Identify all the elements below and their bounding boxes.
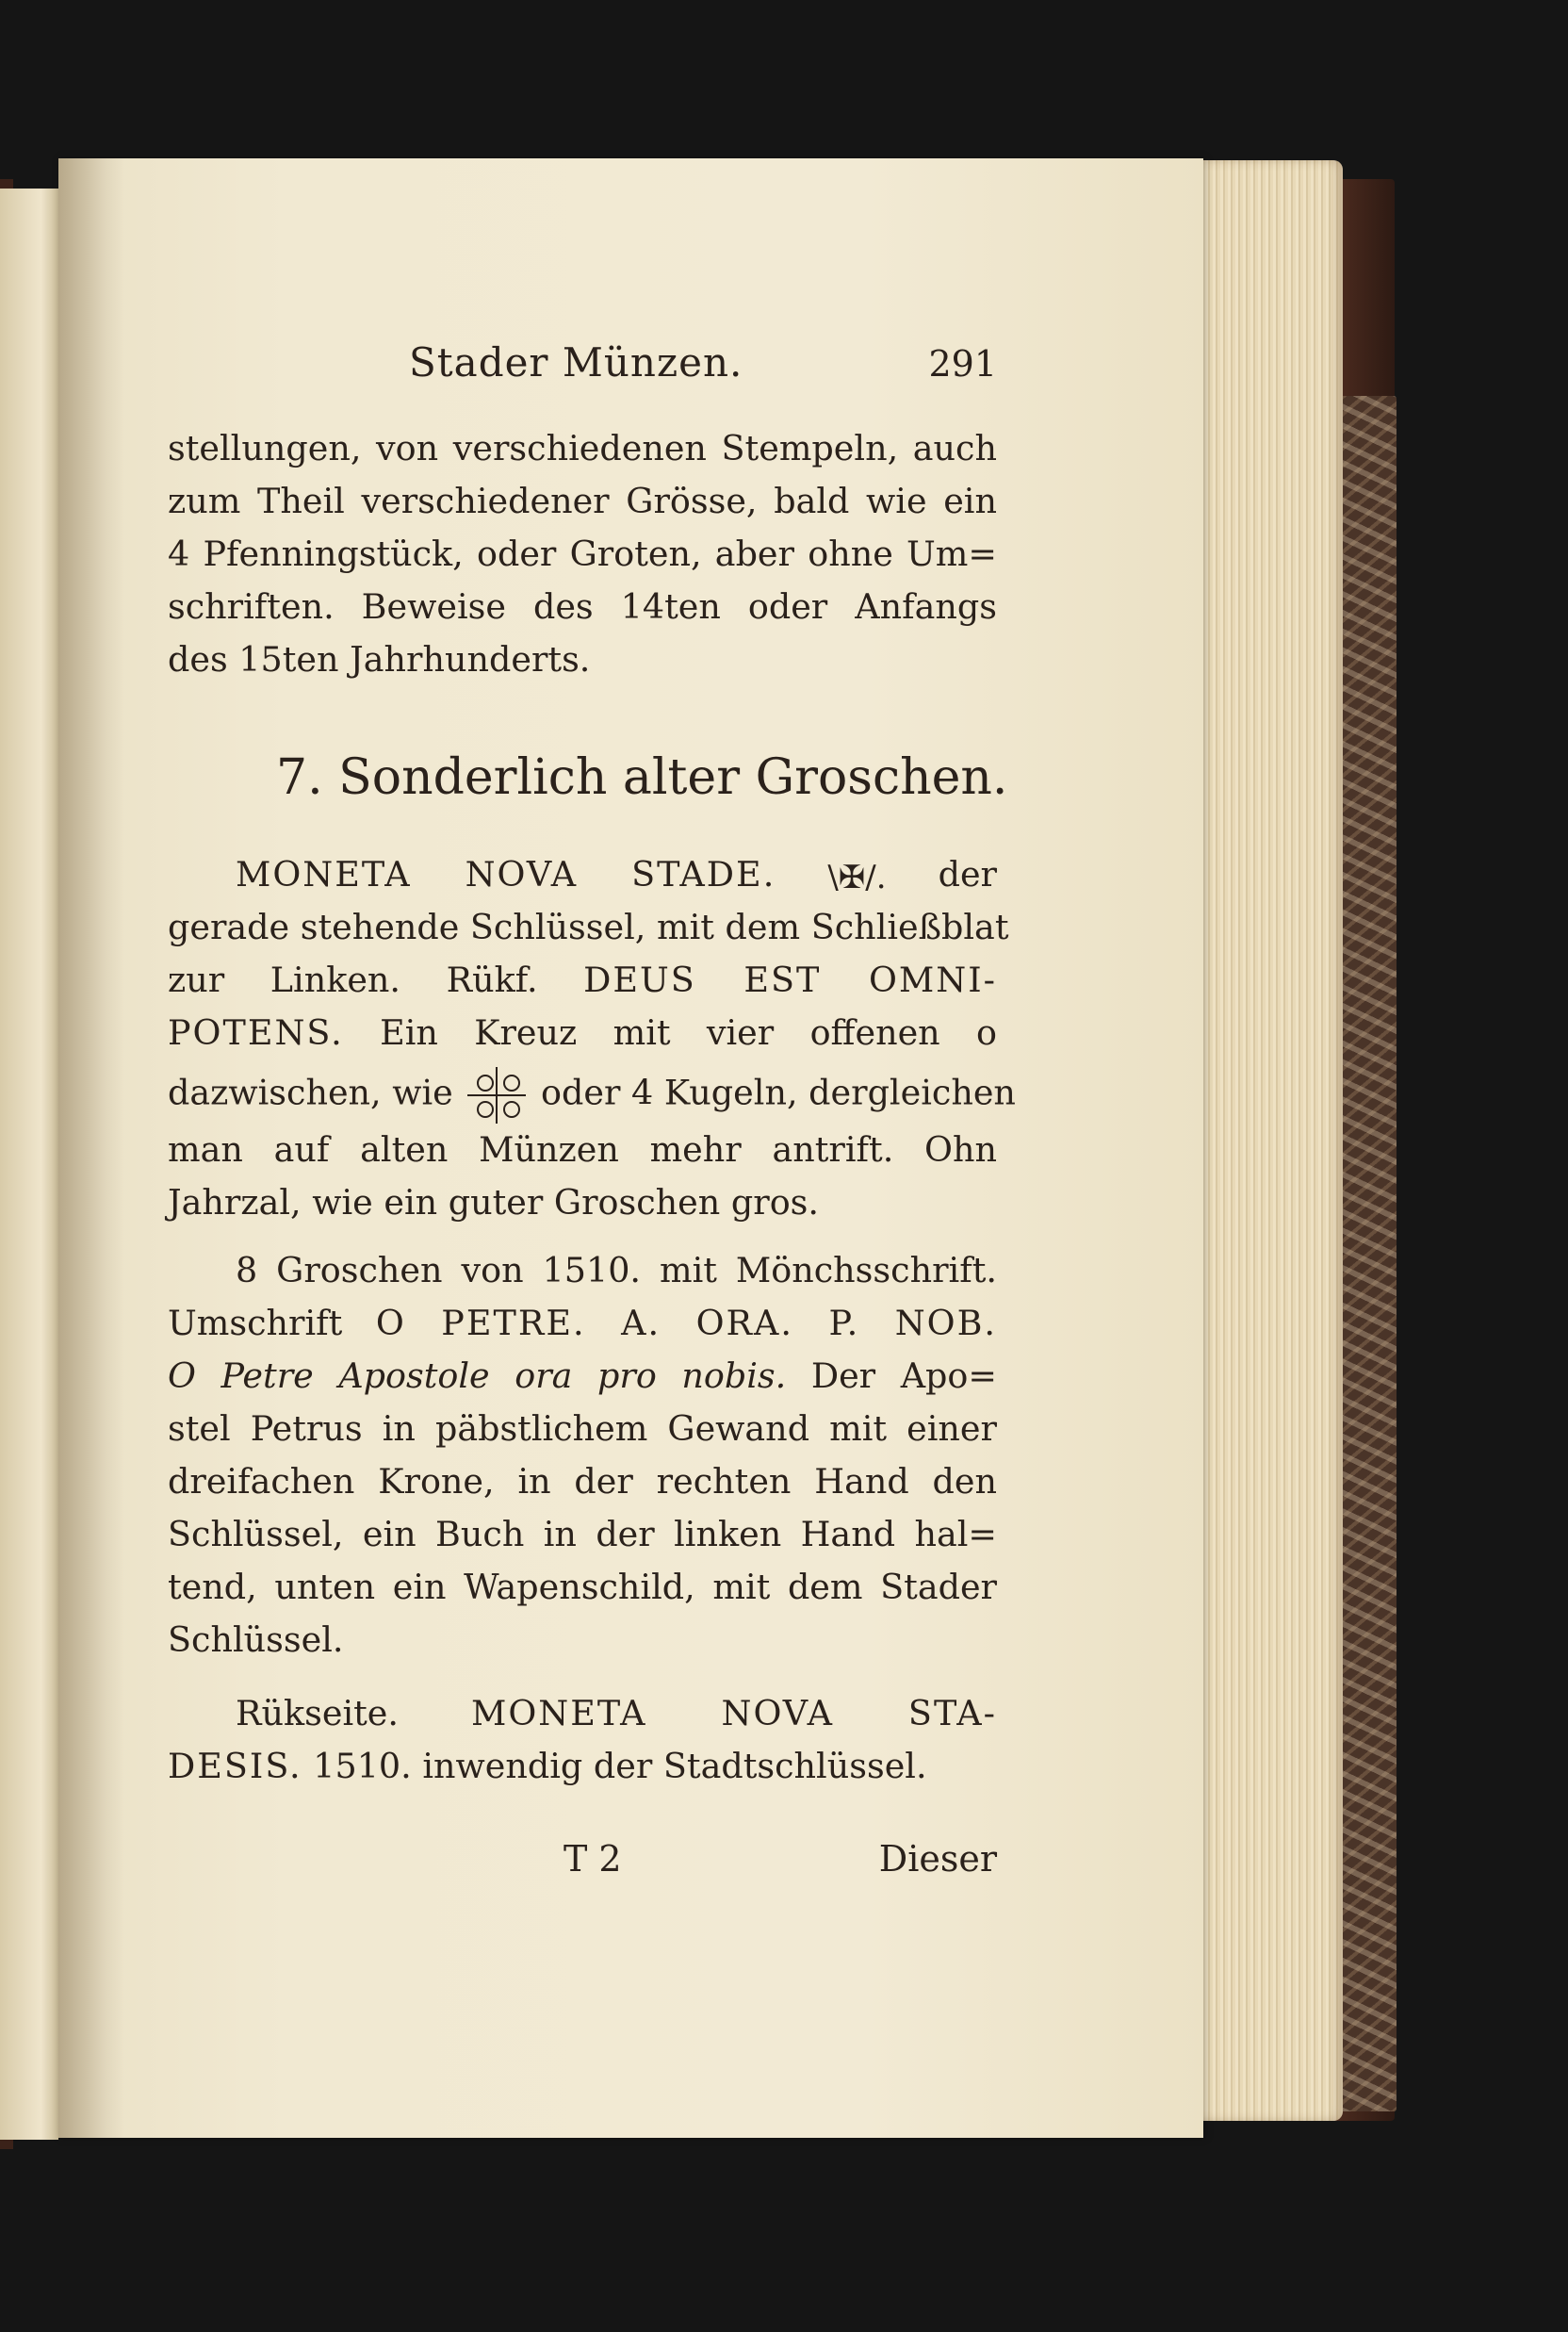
text-line: 4 Pfenningstück, oder Groten, aber ohne Um=	[168, 534, 997, 574]
text-line: 8 Groschen von 1510. mit Mönchsschrift.	[236, 1250, 997, 1290]
left-page-sliver	[0, 189, 58, 2140]
text-line: dreifachen Krone, in der rechten Hand den	[168, 1461, 997, 1502]
page-gutter-shadow	[58, 158, 124, 2138]
cross-pattee-icon: \✠/.	[827, 858, 887, 896]
coin-legend: POTENS.	[168, 1012, 344, 1053]
running-title: Stader Münzen.	[409, 339, 743, 386]
text-line: tend, unten ein Wapenschild, mit dem Stader	[168, 1567, 997, 1607]
text-line: O Petre Apostole ora pro nobis. Der Apo=	[168, 1355, 997, 1396]
page-block-edges	[1183, 160, 1343, 2121]
signature-mark: T 2	[564, 1838, 622, 1880]
coin-legend: MONETA NOVA STA-	[470, 1693, 997, 1733]
text-line: Schlüssel, ein Buch in der linken Hand hal=	[168, 1514, 997, 1554]
text-line: Umschrift O PETRE. A. ORA. P. NOB.	[168, 1303, 997, 1343]
text-line: dazwischen, wie oder 4 Kugeln, dergleichen	[168, 1065, 997, 1125]
text-line: des 15ten Jahrhunderts.	[168, 639, 591, 680]
text-line: schriften. Beweise des 14ten oder Anfangs	[168, 586, 997, 627]
text-line: zum Theil verschiedener Grösse, bald wie ein	[168, 481, 997, 521]
cross-with-four-circles-icon	[464, 1065, 530, 1125]
text-line: POTENS. Ein Kreuz mit vier offenen o	[168, 1012, 997, 1053]
text-line: man auf alten Münzen mehr antrift. Ohn	[168, 1129, 997, 1170]
page-number: 291	[928, 343, 997, 385]
coin-legend: O PETRE. A. ORA. P. NOB.	[375, 1303, 997, 1343]
marbled-cover-edge	[1338, 396, 1396, 2111]
text-line: MONETA NOVA STADE. \✠/. der	[168, 848, 997, 904]
text-line: stellungen, von verschiedenen Stempeln, auch	[168, 428, 997, 468]
text-line: zur Linken. Rükf. DEUS EST OMNI-	[168, 960, 997, 1000]
text-line: gerade stehende Schlüssel, mit dem Schließblat	[168, 907, 1009, 947]
page-footer	[168, 1838, 997, 1895]
text-line: Schlüssel.	[168, 1619, 344, 1660]
text-line: Jahrzal, wie ein guter Groschen gros.	[168, 1182, 820, 1223]
text-line: stel Petrus in päbstlichem Gewand mit einer	[168, 1408, 997, 1449]
running-head	[168, 339, 997, 396]
coin-legend: MONETA NOVA STADE.	[236, 854, 776, 895]
text-line: Rükseite. MONETA NOVA STA-	[236, 1693, 997, 1733]
section-heading: 7. Sonderlich alter Groschen.	[276, 749, 1008, 806]
coin-legend: DESIS.	[168, 1746, 302, 1786]
catchword: Dieser	[878, 1838, 997, 1880]
coin-legend: DEUS EST OMNI-	[583, 960, 997, 1000]
latin-translation: O Petre Apostole ora pro nobis.	[168, 1355, 787, 1396]
text-line: DESIS. 1510. inwendig der Stadtschlüssel.	[168, 1746, 927, 1786]
